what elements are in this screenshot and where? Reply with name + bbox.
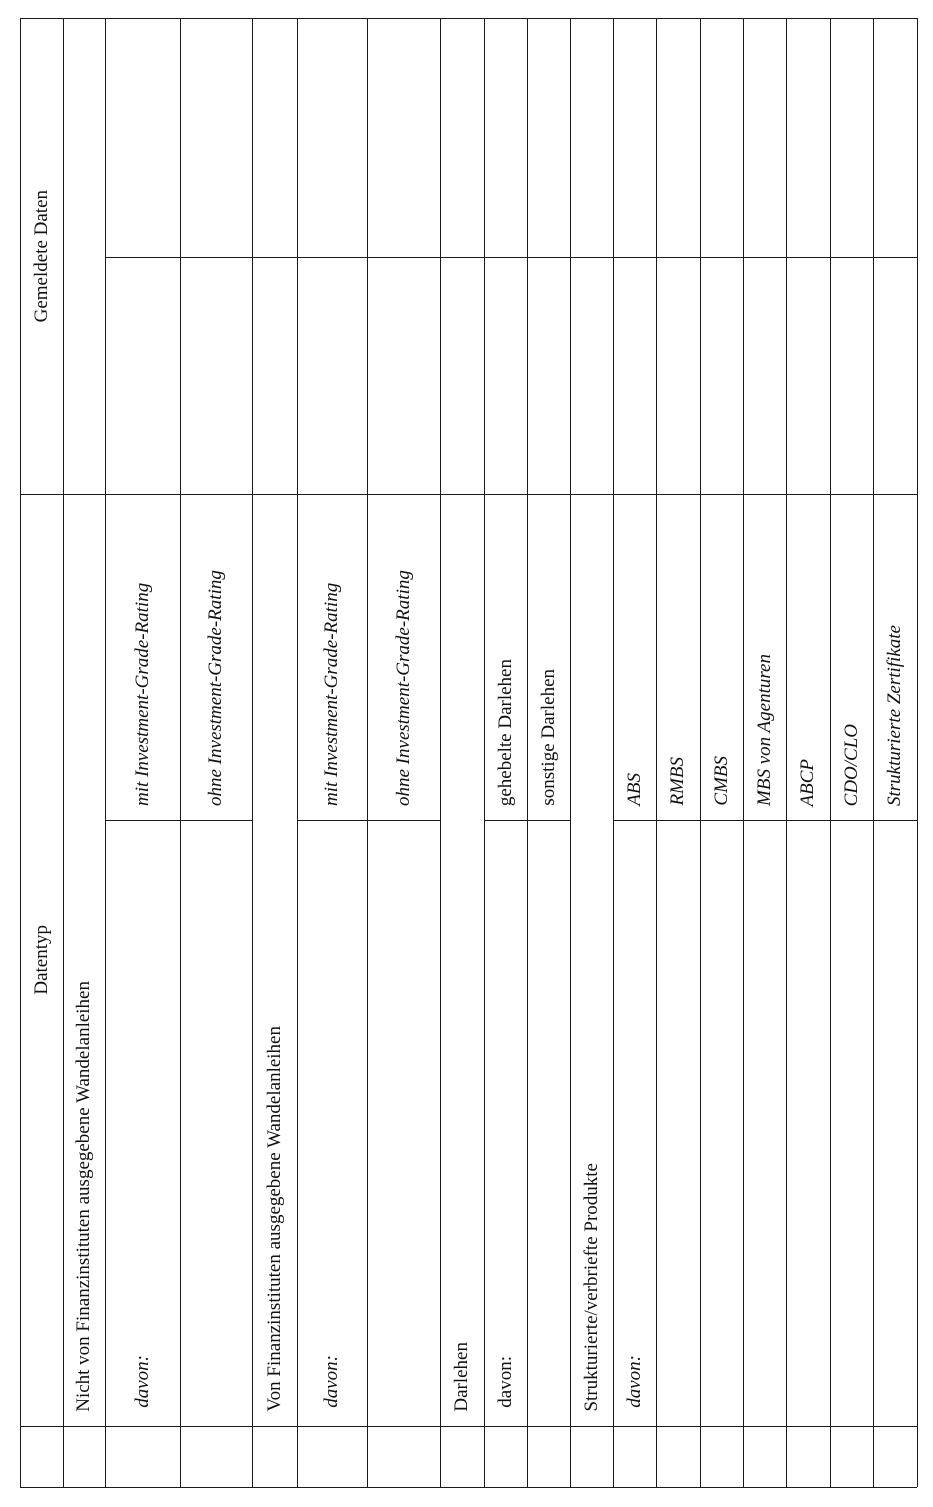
label-bottom-border [20,1426,917,1427]
row-davon-3: davon: [494,1356,516,1408]
row-davon-1: davon: [131,1355,153,1408]
subtype-divider-4 [613,820,917,821]
row-zertifikate-cell [873,494,917,820]
row-gehebelte-cell [484,494,527,820]
row-davon-1-cell [105,820,180,1426]
row-abcp: ABCP [797,758,818,806]
row-abcp-cell [786,494,830,820]
row-mit-ig-2: mit Investment-Grade-Rating [321,582,342,806]
header-datentyp: Datentyp [30,925,52,995]
row-darlehen-cell [440,494,484,1426]
gemeldete-daten-divider [105,257,917,258]
row-nicht-fi-cell [63,494,105,1426]
row-davon-4-cell [613,820,656,1426]
col-line-917 [917,18,918,1487]
row-sonstige: sonstige Darlehen [537,669,559,806]
row-mit-ig-1-cell [105,494,180,820]
row-von-fi: Von Finanzinstituten ausgegebene Wandelanleihen [263,1026,285,1412]
row-ohne-ig-2-cell [367,494,440,820]
row-davon-2: davon: [321,1355,342,1408]
row-gehebelte: gehebelte Darlehen [494,658,516,806]
table-bottom-border [20,1487,917,1488]
row-rmbs-cell [656,494,700,820]
row-mit-ig-2-cell [297,494,367,820]
row-mit-ig-1: mit Investment-Grade-Rating [131,582,153,806]
row-ohne-ig-1: ohne Investment-Grade-Rating [205,570,226,806]
row-cdo-clo: CDO/CLO [840,723,862,806]
row-abs: ABS [623,773,645,806]
row-von-fi-cell [252,494,297,1426]
row-mbs-agenturen: MBS von Agenturen [753,654,775,806]
row-strukturierte: Strukturierte/verbriefte Produkte [580,1163,602,1412]
row-cmbs: CMBS [710,756,732,806]
row-nicht-fi: Nicht von Finanzinstituten ausgegebene Wandelanleihen [73,981,94,1412]
row-strukturierte-cell [570,494,613,1426]
row-davon-2-cell [297,820,367,1426]
row-ohne-ig-1-cell [180,494,252,820]
row-darlehen: Darlehen [451,1342,472,1412]
row-davon-4: davon: [623,1355,645,1408]
table-top-border [20,18,917,19]
header-gemeldete-daten: Gemeldete Daten [30,189,52,323]
row-mbs-agenturen-cell [743,494,786,820]
header-gemeldete-daten-cell [20,18,63,494]
header-datentyp-cell [20,494,63,1426]
row-cmbs-cell [700,494,743,820]
row-rmbs: RMBS [667,757,688,806]
row-ohne-ig-2: ohne Investment-Grade-Rating [392,570,414,806]
row-sonstige-cell [527,494,570,820]
row-abs-cell [613,494,656,820]
row-zertifikate: Strukturierte Zertifikate [884,624,905,806]
row-davon-3-cell [484,820,527,1426]
row-cdo-clo-cell [830,494,873,820]
